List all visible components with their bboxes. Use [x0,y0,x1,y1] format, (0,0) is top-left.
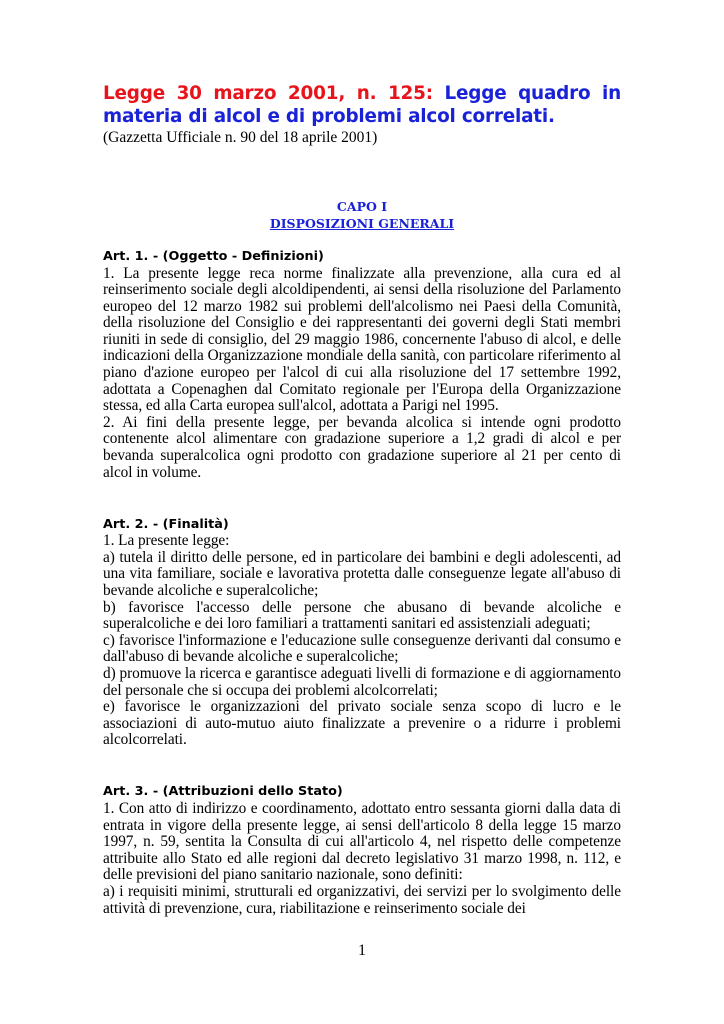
article-paragraph: c) favorisce l'informazione e l'educazione sulle conseguenze derivanti dal consumo e dall'abuso di bevande alcoliche e superalcoliche; [103,631,621,666]
article-paragraph: d) promuove la ricerca e garantisce adeguati livelli di formazione e di aggiornamento del personale che si occupa dei problemi alcolcorrelati; [103,664,621,699]
article-paragraph: 1. La presente legge reca norme finalizzate alla prevenzione, alla cura ed al reinserimento sociale degli alcoldipendenti, ai sensi della risoluzione del Parlamento europeo del 12 marzo 1982 sui problemi dell'alcolismo nei Paesi della Comunità, della risoluzione del Consiglio e dei rappresentanti dei governi degli Stati membri riuniti in sede di consiglio, del 29 maggio 1986, concernente l'abuso di alcol, e delle indicazioni della Organizzazione mondiale della sanità, con particolare riferimento al piano d'azione europeo per l'alcol di cui alla risoluzione del 17 settembre 1992, adottata a Copenaghen dal Comitato regionale per l'Europa della Organizzazione stessa, ed alla Carta europea sull'alcol, adottata a Parigi nel 1995. [103,264,621,415]
article-paragraph: 1. La presente legge: [103,532,230,550]
article-paragraph: a) tutela il diritto delle persone, ed in particolare dei bambini e degli adolescenti, ad una vita familiare, sociale e lavorativa protetta dalle conseguenze legate all'abuso di bevande alcoliche e superalcoliche; [103,548,621,599]
article-paragraph: 2. Ai fini della presente legge, per bevanda alcolica si intende ogni prodotto contenente alcol alimentare con gradazione superiore a 1,2 gradi di alcol e per bevanda superalcolica ogni prodotto con gradazione superiore al 21 per cento di alcol in volume. [103,413,621,481]
chapter-title: DISPOSIZIONI GENERALI [269,216,455,231]
chapter-heading [103,198,621,232]
article-heading: Art. 1. - (Oggetto - Definizioni) [103,249,324,264]
article-paragraph: b) favorisce l'accesso delle persone che abusano di bevande alcoliche e superalcoliche e dei loro familiari a trattamenti sanitari ed assistenziali adeguati; [103,598,621,633]
article-paragraph: 1. Con atto di indirizzo e coordinamento, adottato entro sessanta giorni dalla data di entrata in vigore della presente legge, ai sensi dell'articolo 8 della legge 15 marzo 1997, n. 59, sentita la Consulta di cui all'articolo 4, nel rispetto delle competenze attribuite allo Stato ed alle regioni dal decreto legislativo 31 marzo 1998, n. 112, e delle previsioni del piano sanitario nazionale, sono definiti: [103,799,621,884]
article-paragraph: a) i requisiti minimi, strutturali ed organizzativi, dei servizi per lo svolgimento delle attività di prevenzione, cura, riabilitazione e reinserimento sociale dei [103,882,621,917]
article-heading: Art. 2. - (Finalità) [103,516,229,532]
gazzetta-reference: (Gazzetta Ufficiale n. 90 del 18 aprile 2001) [103,129,378,146]
article-1 [103,249,621,481]
law-name: Legge quadro in materia di alcol e di problemi alcol correlati. [103,83,622,127]
document-page [103,82,621,917]
article-paragraph: e) favorisce le organizzazioni del privato sociale senza scopo di lucro e le associazioni di auto-mutuo aiuto finalizzate a prevenire o a ridurre i problemi alcolcorrelati. [103,698,621,749]
page-number: 1 [358,942,366,959]
document-title [103,82,621,128]
chapter-number: CAPO I [336,199,388,214]
article-heading: Art. 3. - (Attribuzioni dello Stato) [103,784,343,800]
law-reference: Legge 30 marzo 2001, n. 125: [103,83,433,104]
article-2 [103,517,621,749]
article-3 [103,784,621,917]
